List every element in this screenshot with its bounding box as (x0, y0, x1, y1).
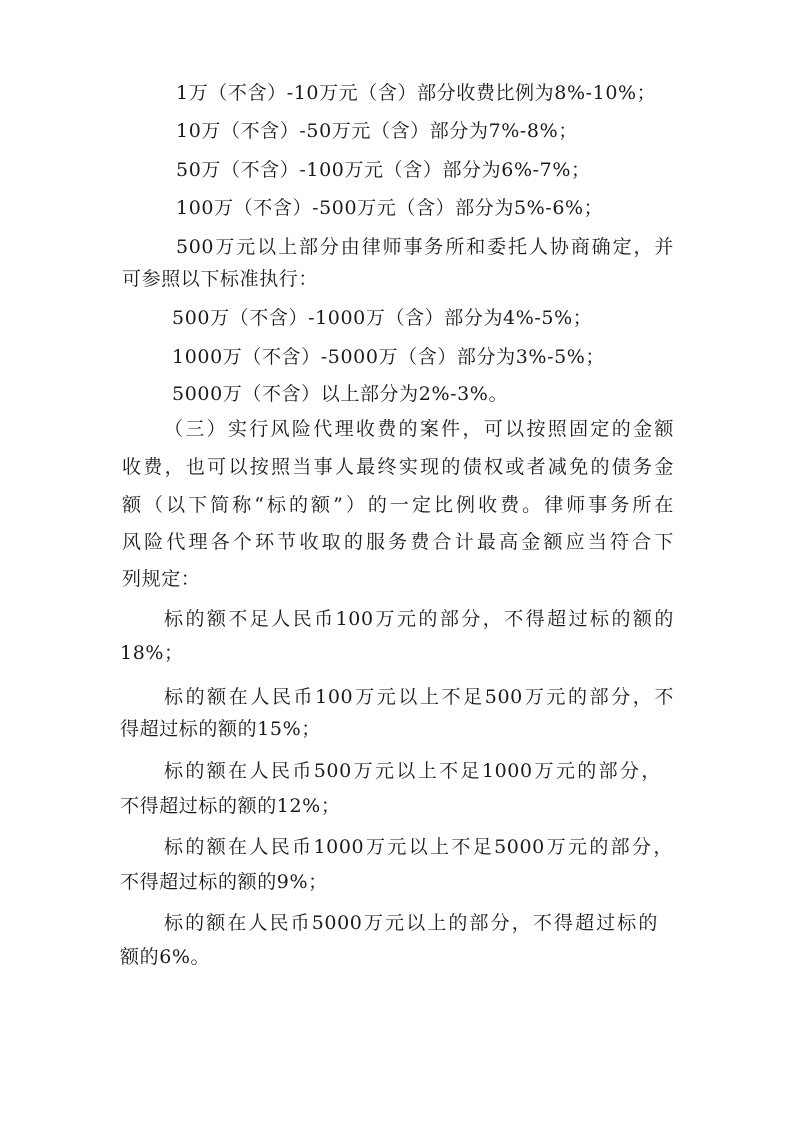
text-line: 标的额在人民币1000万元以上不足5000万元的部分， (164, 836, 673, 858)
text-line: 额（以下简称“标的额”）的一定比例收费。律师事务所在 (122, 494, 674, 516)
text-line: 得超过标的额的15%； (120, 718, 321, 740)
text-line: 风险代理各个环节收取的服务费合计最高金额应当符合下 (122, 531, 674, 553)
text-line: 标的额在人民币500万元以上不足1000万元的部分， (164, 760, 661, 782)
text-line: 18%； (120, 642, 184, 664)
text-line: 不得超过标的额的12%； (120, 795, 341, 817)
text-line: 额的6%。 (120, 946, 211, 968)
text-line: 5000万（不含）以上部分为2%-3%。 (172, 383, 509, 405)
text-line: 10万（不含）-50万元（含）部分为7%-8%； (176, 120, 578, 142)
text-line: 标的额在人民币100万元以上不足500万元的部分，不 (164, 686, 674, 708)
text-line: 标的额在人民币5000万元以上的部分，不得超过标的 (164, 912, 658, 934)
text-line: 1000万（不含）-5000万（含）部分为3%-5%； (172, 346, 606, 368)
text-line: 500万（不含）-1000万（含）部分为4%-5%； (172, 307, 593, 329)
text-line: 500万元以上部分由律师事务所和委托人协商确定，并 (176, 236, 674, 258)
text-line: 标的额不足人民币100万元的部分，不得超过标的额的 (164, 608, 674, 630)
text-line: 列规定： (122, 568, 201, 590)
text-line: 可参照以下标准执行： (122, 268, 319, 290)
text-line: （三）实行风险代理收费的案件，可以按照固定的金额 (164, 418, 674, 440)
text-line: 1万（不含）-10万元（含）部分收费比例为8%-10%； (176, 82, 657, 104)
text-line: 不得超过标的额的9%； (120, 871, 328, 893)
text-line: 50万（不含）-100万元（含）部分为6%-7%； (176, 159, 591, 181)
text-line: 100万（不含）-500万元（含）部分为5%-6%； (176, 197, 604, 219)
text-line: 收费，也可以按照当事人最终实现的债权或者减免的债务金 (122, 456, 674, 478)
